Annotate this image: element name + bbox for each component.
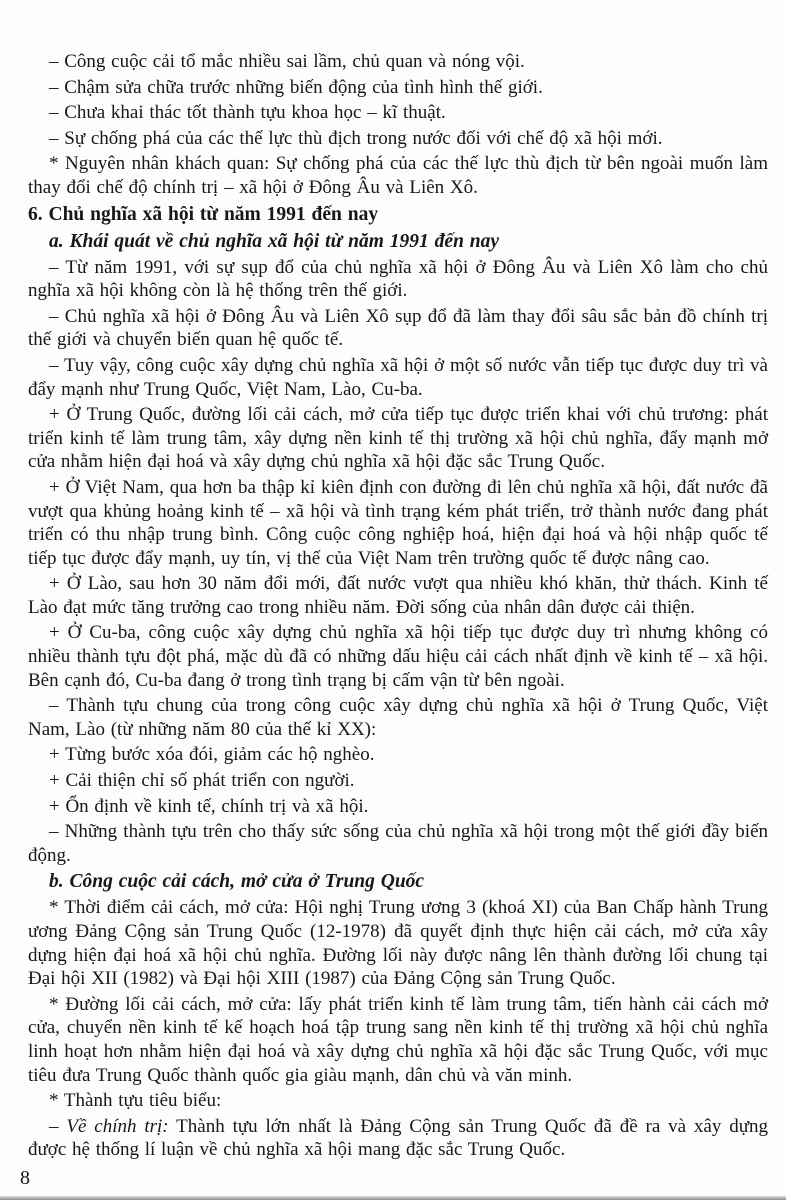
paragraph: – Chưa khai thác tốt thành tựu khoa học – kĩ thuật. (49, 102, 446, 124)
paragraph: * Thành tựu tiêu biểu: (49, 1090, 222, 1112)
paragraph-lead-italic: Về chính trị: (66, 1115, 169, 1137)
paragraph (28, 1115, 768, 1162)
paragraph: + Ở Lào, sau hơn 30 năm đổi mới, đất nước vượt qua nhiều khó khăn, thử thách. Kinh tế Lào đạt mức tăng trưởng cao trong nhiều năm. Đời sống của nhân dân được cải thiện. (28, 573, 768, 618)
paragraph: + Ở Trung Quốc, đường lối cải cách, mở cửa tiếp tục được triển khai với chủ trương: phát triển kinh tế làm trung tâm, xây dựng nền kinh tế thị trường xã hội chủ nghĩa, đẩy mạnh mở cửa nhằm hiện đại hoá và xây dựng chủ nghĩa xã hội đặc sắc Trung Quốc. (28, 404, 768, 473)
paragraph: + Cải thiện chỉ số phát triển con người. (49, 770, 355, 792)
page-number: 8 (20, 1167, 30, 1189)
paragraph: – Tuy vậy, công cuộc xây dựng chủ nghĩa xã hội ở một số nước vẫn tiếp tục được duy trì và đẩy mạnh như Trung Quốc, Việt Nam, Lào, Cu-ba. (28, 354, 768, 400)
subsection-heading-a: a. Khái quát về chủ nghĩa xã hội từ năm 1991 đến nay (49, 230, 500, 252)
paragraph: + Ở Cu-ba, công cuộc xây dựng chủ nghĩa xã hội tiếp tục được duy trì nhưng không có nhiều thành tựu đột phá, mặc dù đã có những dấu hiệu cải cách nhất định về kinh tế – xã hội. Bên cạnh đó, Cu-ba đang ở trong tình trạng bị cấm vận từ bên ngoài. (28, 622, 768, 691)
paragraph: – Thành tựu chung của trong công cuộc xây dựng chủ nghĩa xã hội ở Trung Quốc, Việt Nam, Lào (từ những năm 80 của thế kỉ XX): (28, 695, 768, 740)
paragraph: * Đường lối cải cách, mở cửa: lấy phát triển kinh tế làm trung tâm, tiến hành cải cách mở cửa, chuyển nền kinh tế kế hoạch hoá tập trung sang nền kinh tế thị trường xã hội chủ nghĩa linh hoạt hơn nhằm hiện đại hoá và xây dựng chủ nghĩa xã hội đặc sắc Trung Quốc, với mục tiêu đưa Trung Quốc thành quốc gia giàu mạnh, dân chủ và văn minh. (28, 993, 768, 1086)
paragraph: – Công cuộc cải tổ mắc nhiều sai lầm, chủ quan và nóng vội. (49, 51, 525, 72)
paragraph: – Những thành tựu trên cho thấy sức sống của chủ nghĩa xã hội trong một thế giới đầy biến động. (28, 821, 768, 866)
subsection-heading-b: b. Công cuộc cải cách, mở cửa ở Trung Quốc (49, 871, 425, 893)
paragraph: – Từ năm 1991, với sự sụp đổ của chủ nghĩa xã hội ở Đông Âu và Liên Xô làm cho chủ nghĩa xã hội không còn là hệ thống trên thế giới. (28, 256, 768, 302)
list-marker: – (49, 1115, 67, 1137)
scan-bottom-edge (0, 1196, 786, 1200)
paragraph-text: Thành tựu lớn nhất là Đảng Cộng sản Trung Quốc đã đề ra và xây dựng được hệ thống lí luận về chủ nghĩa xã hội mang đặc sắc Trung Quốc. (28, 1115, 769, 1161)
paragraph: * Thời điểm cải cách, mở cửa: Hội nghị Trung ương 3 (khoá XI) của Ban Chấp hành Trung ương Đảng Cộng sản Trung Quốc (12-1978) đã quyết định thực hiện cải cách, mở cửa xây dựng hiện đại hoá xã hội chủ nghĩa. Đường lối này được nâng lên thành đường lối chung tại Đại hội XII (1982) và Đại hội XIII (1987) của Đảng Cộng sản Trung Quốc. (28, 897, 768, 990)
paragraph: + Từng bước xóa đói, giảm các hộ nghèo. (49, 744, 375, 766)
paragraph: – Sự chống phá của các thế lực thù địch trong nước đối với chế độ xã hội mới. (49, 127, 663, 149)
paragraph: – Chủ nghĩa xã hội ở Đông Âu và Liên Xô sụp đổ đã làm thay đổi sâu sắc bản đồ chính trị thế giới và chuyển biến quan hệ quốc tế. (28, 305, 768, 351)
paragraph: + Ổn định về kinh tế, chính trị và xã hội. (49, 795, 369, 817)
paragraph: – Chậm sửa chữa trước những biến động của tình hình thế giới. (49, 76, 543, 98)
paragraph: * Nguyên nhân khách quan: Sự chống phá của các thế lực thù địch từ bên ngoài muốn làm thay đổi chế độ chính trị – xã hội ở Đông Âu và Liên Xô. (28, 153, 768, 198)
paragraph: + Ở Việt Nam, qua hơn ba thập kỉ kiên định con đường đi lên chủ nghĩa xã hội, đất nước đã vượt qua khủng hoảng kinh tế – xã hội và tình trạng kém phát triển, trở thành nước đang phát triển có thu nhập trung bình. Công cuộc công nghiệp hoá, hiện đại hoá và hội nhập quốc tế tiếp tục được đẩy mạnh, uy tín, vị thế của Việt Nam trên trường quốc tế được nâng cao. (28, 476, 768, 569)
section-heading-6: 6. Chủ nghĩa xã hội từ năm 1991 đến nay (28, 203, 379, 225)
